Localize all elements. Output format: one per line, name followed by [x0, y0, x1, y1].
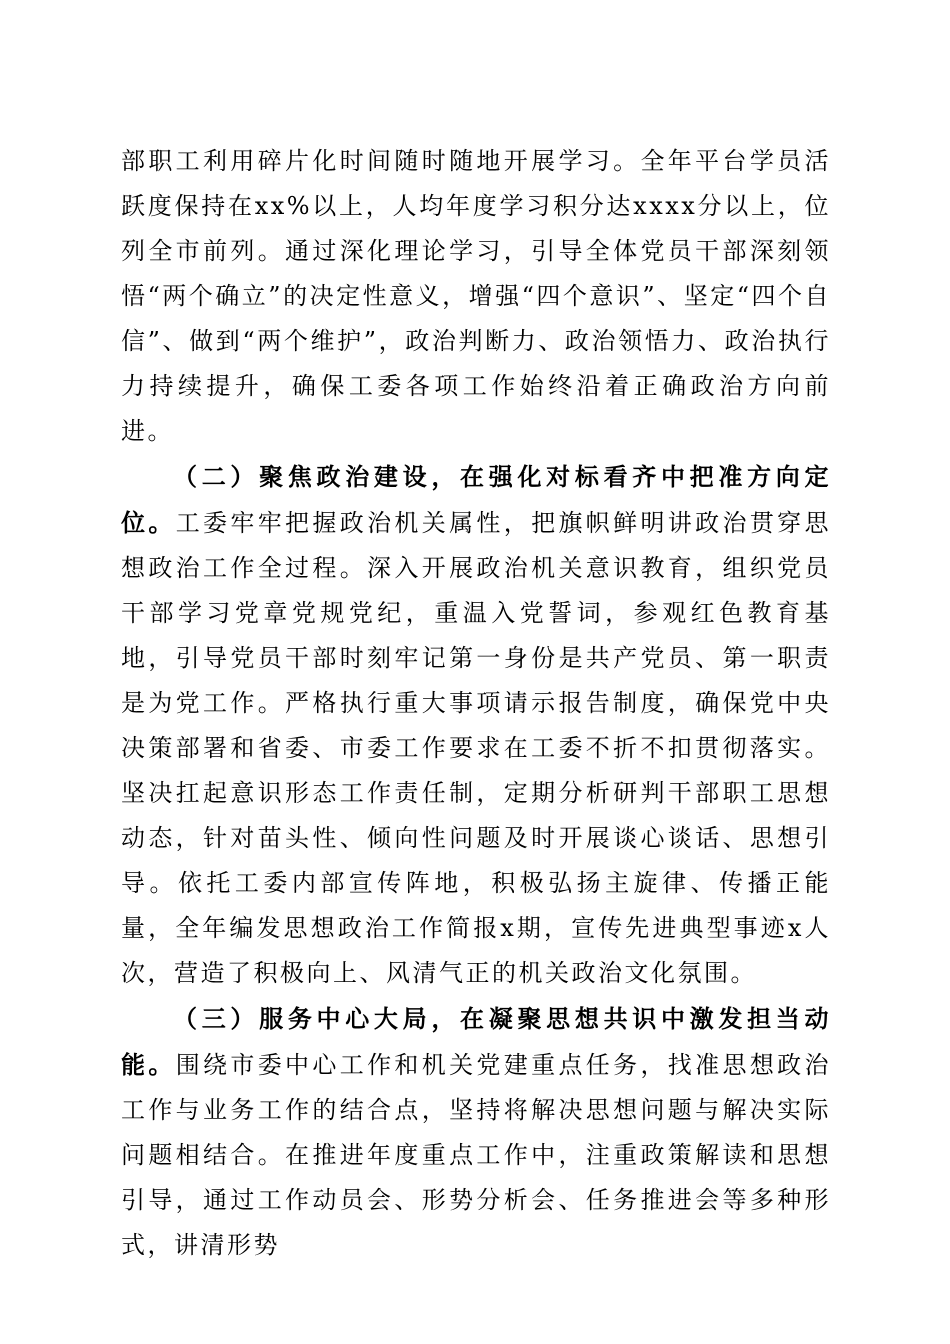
section-two-paragraph [121, 454, 831, 996]
section-two-body: 工委牢牢把握政治机关属性，把旗帜鲜明讲政治贯穿思想政治工作全过程。深入开展政治机关意识教育，组织党员干部学习党章党规党纪，重温入党誓词，参观红色教育基地，引导党员干部时刻牢记第一身份是共产党员、第一职责是为党工作。严格执行重大事项请示报告制度，确保党中央决策部署和省委、市委工作要求在工委不折不扣贯彻落实。坚决扛起意识形态工作责任制，定期分析研判干部职工思想动态，针对苗头性、倾向性问题及时开展谈心谈话、思想引导。依托工委内部宣传阵地，积极弘扬主旋律、传播正能量，全年编发思想政治工作简报x期，宣传先进典型事迹x人次，营造了积极向上、风清气正的机关政治文化氛围。 [121, 509, 832, 987]
document-body [121, 139, 831, 1268]
paragraph-continued: 部职工利用碎片化时间随时随地开展学习。全年平台学员活跃度保持在xx%以上，人均年度学习积分达xxxx分以上，位列全市前列。通过深化理论学习，引导全体党员干部深刻领悟“两个确立”的决定性意义，增强“四个意识”、坚定“四个自信”、做到“两个维护”，政治判断力、政治领悟力、政治执行力持续提升，确保工委各项工作始终沿着正确政治方向前进。 [121, 147, 831, 445]
section-three-heading: （三）服务中心大局，在凝聚思想共识中激发担当动能。 [121, 1004, 831, 1079]
section-three-body: 围绕市委中心工作和机关党建重点任务，找准思想政治工作与业务工作的结合点，坚持将解决思想问题与解决实际问题相结合。在推进年度重点工作中，注重政策解读和思想引导，通过工作动员会、形势分析会、任务推进会等多种形式，讲清形势 [121, 1051, 832, 1259]
section-two-heading: （二）聚焦政治建设，在强化对标看齐中把准方向定位。 [121, 462, 831, 537]
section-three-paragraph [121, 996, 831, 1268]
